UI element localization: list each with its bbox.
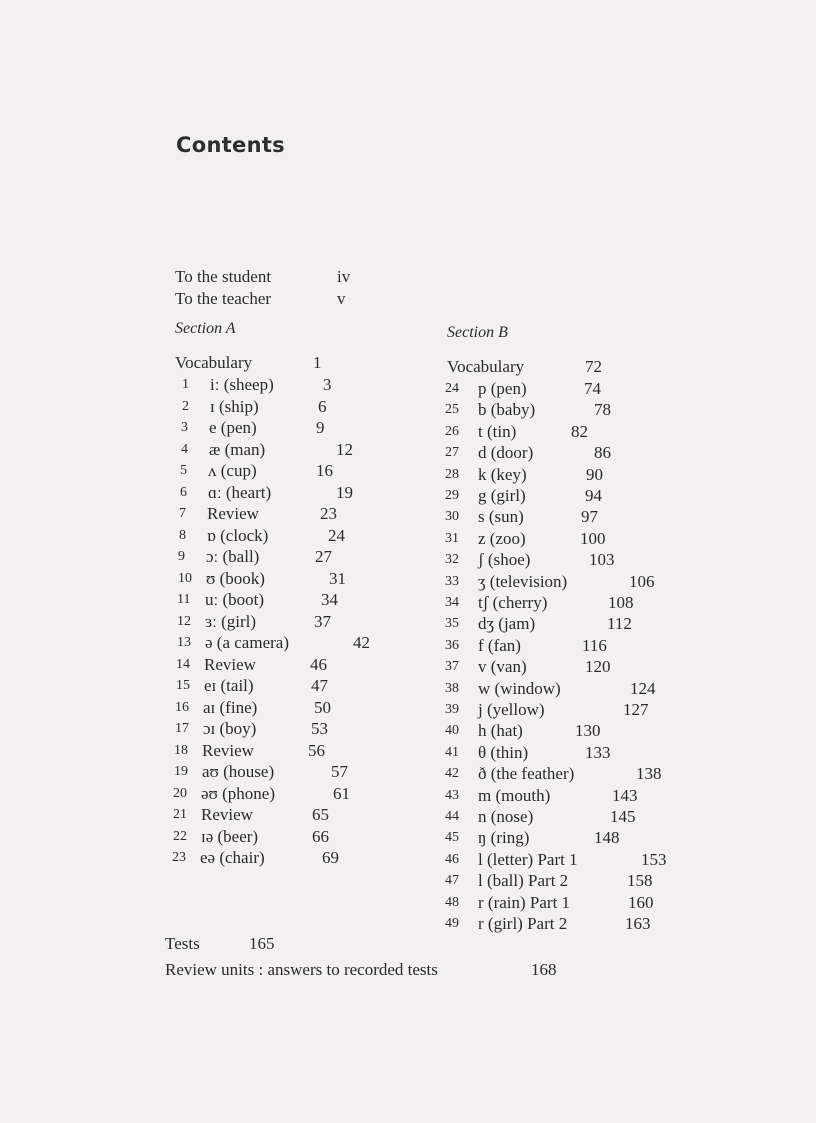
toc-unit-number: 21 bbox=[173, 807, 187, 822]
toc-entry-label: Tests bbox=[165, 934, 200, 953]
toc-unit-page: 34 bbox=[321, 590, 338, 609]
toc-unit-number: 41 bbox=[445, 744, 459, 760]
section-b-title: Section B bbox=[447, 324, 508, 341]
toc-unit-page: 31 bbox=[329, 568, 346, 588]
toc-unit-page: 163 bbox=[625, 914, 651, 933]
toc-unit-page: 42 bbox=[353, 633, 370, 652]
toc-unit-number: 32 bbox=[445, 552, 459, 568]
toc-unit-page: 160 bbox=[628, 892, 654, 912]
toc-unit-label: w (window) bbox=[478, 678, 561, 698]
page-title: Contents bbox=[176, 133, 285, 157]
toc-unit-number: 38 bbox=[445, 680, 459, 696]
toc-entry-label: Vocabulary bbox=[175, 353, 253, 372]
toc-unit-label: tʃ (cherry) bbox=[478, 593, 548, 612]
toc-unit-number: 7 bbox=[179, 506, 186, 521]
toc-unit-page: 6 bbox=[318, 396, 327, 416]
toc-unit-label: n (nose) bbox=[478, 807, 534, 826]
toc-unit-label: Review bbox=[201, 805, 253, 824]
toc-unit-label: eə (chair) bbox=[200, 848, 265, 867]
toc-unit-page: 138 bbox=[636, 764, 662, 784]
toc-unit-number: 34 bbox=[445, 595, 459, 610]
toc-unit-number: 40 bbox=[445, 723, 459, 739]
toc-entry-label: To the student bbox=[175, 267, 272, 286]
toc-unit-label: ɑː (heart) bbox=[208, 482, 272, 502]
toc-unit-page: 19 bbox=[336, 482, 353, 502]
toc-unit-page: 145 bbox=[610, 807, 636, 826]
toc-unit-label: m (mouth) bbox=[478, 785, 551, 805]
toc-unit-number: 19 bbox=[174, 764, 188, 779]
toc-unit-number: 45 bbox=[445, 830, 459, 846]
toc-unit-number: 28 bbox=[445, 466, 459, 482]
toc-unit-label: Review bbox=[207, 504, 259, 523]
toc-unit-page: 100 bbox=[580, 528, 606, 548]
toc-unit-number: 8 bbox=[179, 527, 186, 543]
toc-unit-page: 37 bbox=[314, 611, 331, 631]
toc-unit-page: 65 bbox=[312, 805, 329, 824]
toc-unit-label: k (key) bbox=[478, 464, 527, 484]
toc-unit-label: aɪ (fine) bbox=[203, 697, 258, 717]
toc-unit-page: 27 bbox=[315, 547, 332, 566]
toc-unit-label: dʒ (jam) bbox=[478, 614, 536, 634]
toc-unit-page: 153 bbox=[641, 849, 667, 869]
section-a-vocabulary[interactable] bbox=[175, 353, 322, 373]
toc-entry-tests[interactable] bbox=[165, 934, 275, 954]
toc-unit-number: 26 bbox=[445, 423, 459, 439]
toc-unit-label: t (tin) bbox=[478, 421, 517, 441]
toc-unit-label: ɪə (beer) bbox=[201, 826, 259, 846]
toc-unit-number: 47 bbox=[445, 873, 459, 889]
toc-unit-number: 25 bbox=[445, 402, 459, 418]
toc-unit-number: 48 bbox=[445, 894, 459, 910]
toc-unit-label: Review bbox=[204, 654, 256, 674]
toc-unit-label: l (ball) Part 2 bbox=[478, 871, 569, 891]
toc-unit-page: 148 bbox=[594, 828, 620, 848]
section-b-vocabulary[interactable] bbox=[447, 357, 602, 377]
toc-unit-page: 66 bbox=[312, 826, 329, 846]
toc-unit-label: g (girl) bbox=[478, 486, 526, 505]
toc-unit-label: aʊ (house) bbox=[202, 762, 275, 781]
toc-entry-page: 168 bbox=[531, 960, 557, 979]
toc-unit-number: 16 bbox=[175, 699, 189, 715]
toc-unit-label: θ (thin) bbox=[478, 742, 529, 762]
toc-unit-label: ŋ (ring) bbox=[478, 828, 530, 848]
toc-entry-page: 165 bbox=[249, 934, 275, 953]
toc-unit-number: 35 bbox=[445, 616, 459, 632]
toc-unit-page: 103 bbox=[589, 550, 615, 570]
toc-unit-page: 94 bbox=[585, 486, 602, 505]
toc-unit-page: 116 bbox=[582, 635, 607, 655]
toc-unit-number: 3 bbox=[181, 420, 188, 435]
toc-unit-number: 17 bbox=[175, 721, 189, 736]
toc-entry-label: To the teacher bbox=[175, 289, 272, 308]
toc-unit-label: ʒ (television) bbox=[478, 571, 568, 591]
toc-unit-label: ɜː (girl) bbox=[205, 611, 257, 631]
toc-entry-label: Review units : answers to recorded tests bbox=[165, 960, 438, 979]
toc-unit-number: 31 bbox=[445, 530, 459, 546]
toc-unit-label: p (pen) bbox=[478, 379, 527, 398]
toc-unit-page: 108 bbox=[608, 593, 634, 612]
toc-unit-page: 90 bbox=[586, 464, 603, 484]
toc-unit-page: 50 bbox=[314, 697, 331, 717]
toc-unit-page: 143 bbox=[612, 785, 638, 805]
toc-unit-label: ð (the feather) bbox=[478, 764, 575, 784]
toc-unit-label: ʌ (cup) bbox=[208, 461, 257, 480]
toc-unit-number: 33 bbox=[445, 573, 459, 589]
toc-unit-label: eɪ (tail) bbox=[204, 676, 254, 695]
toc-unit-number: 42 bbox=[445, 766, 459, 782]
toc-unit-label: ɔɪ (boy) bbox=[203, 719, 257, 738]
toc-unit-label: h (hat) bbox=[478, 721, 523, 741]
toc-unit-label: æ (man) bbox=[209, 439, 266, 459]
toc-unit-number: 27 bbox=[445, 445, 459, 461]
toc-unit-number: 12 bbox=[177, 613, 191, 629]
toc-entry-page: 1 bbox=[313, 353, 322, 372]
toc-entry-student[interactable] bbox=[175, 267, 351, 287]
toc-unit-label: j (yellow) bbox=[478, 700, 545, 719]
toc-unit-page: 74 bbox=[584, 379, 601, 398]
toc-unit-page: 61 bbox=[333, 783, 350, 803]
toc-unit-label: l (letter) Part 1 bbox=[478, 849, 578, 869]
toc-entry-page: iv bbox=[337, 267, 351, 286]
toc-unit-number: 14 bbox=[176, 656, 190, 672]
toc-entry-review-answers[interactable] bbox=[165, 960, 557, 980]
toc-unit-label: ɪ (ship) bbox=[210, 396, 259, 416]
toc-unit-number: 10 bbox=[178, 570, 192, 586]
toc-unit-number: 15 bbox=[176, 678, 190, 693]
toc-unit-page: 47 bbox=[311, 676, 328, 695]
toc-unit-number: 29 bbox=[445, 488, 459, 503]
toc-unit-page: 24 bbox=[328, 525, 345, 545]
toc-unit-page: 124 bbox=[630, 678, 656, 698]
toc-unit-number: 23 bbox=[172, 850, 186, 865]
toc-unit-page: 9 bbox=[316, 418, 325, 437]
toc-unit-page: 127 bbox=[623, 700, 649, 719]
toc-unit-number: 46 bbox=[445, 851, 459, 867]
toc-unit-label: r (rain) Part 1 bbox=[478, 892, 571, 912]
toc-unit-label: uː (boot) bbox=[205, 590, 265, 609]
toc-unit-page: 46 bbox=[310, 654, 327, 674]
toc-unit-number: 36 bbox=[445, 637, 459, 653]
toc-unit-number: 39 bbox=[445, 702, 459, 717]
toc-unit-label: ɒ (clock) bbox=[207, 525, 269, 545]
toc-unit-page: 112 bbox=[607, 614, 632, 634]
toc-unit-page: 82 bbox=[571, 421, 588, 441]
toc-unit-page: 12 bbox=[336, 439, 353, 459]
toc-unit-number: 20 bbox=[173, 785, 187, 801]
toc-entry-page: v bbox=[337, 289, 346, 308]
toc-unit-label: d (door) bbox=[478, 443, 534, 463]
toc-unit-page: 16 bbox=[316, 461, 333, 480]
toc-entry-teacher[interactable] bbox=[175, 289, 346, 309]
toc-unit-label: ə (a camera) bbox=[205, 633, 289, 652]
toc-unit-label: əʊ (phone) bbox=[201, 783, 275, 803]
toc-unit-number: 18 bbox=[174, 742, 188, 758]
section-a-title: Section A bbox=[175, 320, 236, 337]
toc-unit-number: 6 bbox=[180, 484, 187, 500]
toc-unit-number: 49 bbox=[445, 916, 459, 931]
toc-unit-number: 4 bbox=[181, 441, 188, 457]
toc-unit-number: 9 bbox=[178, 549, 185, 564]
toc-unit-number: 37 bbox=[445, 659, 459, 675]
toc-unit-label: v (van) bbox=[478, 657, 527, 677]
toc-unit-label: s (sun) bbox=[478, 507, 524, 527]
toc-unit-label: Review bbox=[202, 740, 254, 760]
toc-unit-page: 97 bbox=[581, 507, 598, 527]
toc-unit-page: 56 bbox=[308, 740, 325, 760]
toc-unit-number: 2 bbox=[182, 398, 189, 414]
toc-unit-label: z (zoo) bbox=[478, 528, 526, 548]
toc-unit-label: ʃ (shoe) bbox=[478, 550, 531, 570]
toc-unit-page: 3 bbox=[323, 375, 332, 394]
toc-unit-number: 13 bbox=[177, 635, 191, 650]
toc-unit-number: 11 bbox=[177, 592, 191, 607]
toc-unit-number: 43 bbox=[445, 787, 459, 803]
toc-unit-number: 30 bbox=[445, 509, 459, 525]
toc-unit-page: 78 bbox=[594, 400, 611, 420]
toc-unit-page: 106 bbox=[629, 571, 655, 591]
toc-unit-page: 53 bbox=[311, 719, 328, 738]
toc-unit-page: 23 bbox=[320, 504, 337, 523]
toc-unit-page: 130 bbox=[575, 721, 601, 741]
toc-unit-label: r (girl) Part 2 bbox=[478, 914, 568, 933]
toc-unit-page: 133 bbox=[585, 742, 611, 762]
toc-unit-number: 22 bbox=[173, 828, 187, 844]
toc-unit-label: ʊ (book) bbox=[206, 568, 265, 588]
toc-unit-label: iː (sheep) bbox=[210, 375, 274, 394]
toc-entry-label: Vocabulary bbox=[447, 357, 525, 376]
toc-unit-page: 86 bbox=[594, 443, 611, 463]
toc-unit-label: e (pen) bbox=[209, 418, 257, 437]
toc-unit-page: 69 bbox=[322, 848, 339, 867]
toc-unit-number: 1 bbox=[182, 377, 189, 392]
toc-entry-page: 72 bbox=[585, 357, 602, 376]
toc-unit-page: 57 bbox=[331, 762, 348, 781]
toc-unit-label: ɔː (ball) bbox=[206, 547, 260, 566]
toc-unit-page: 158 bbox=[627, 871, 653, 891]
toc-unit-page: 120 bbox=[585, 657, 611, 677]
toc-unit-number: 5 bbox=[180, 463, 187, 478]
toc-unit-number: 44 bbox=[445, 809, 459, 824]
toc-unit-label: f (fan) bbox=[478, 635, 521, 655]
toc-unit-number: 24 bbox=[445, 381, 459, 396]
toc-unit-label: b (baby) bbox=[478, 400, 536, 420]
